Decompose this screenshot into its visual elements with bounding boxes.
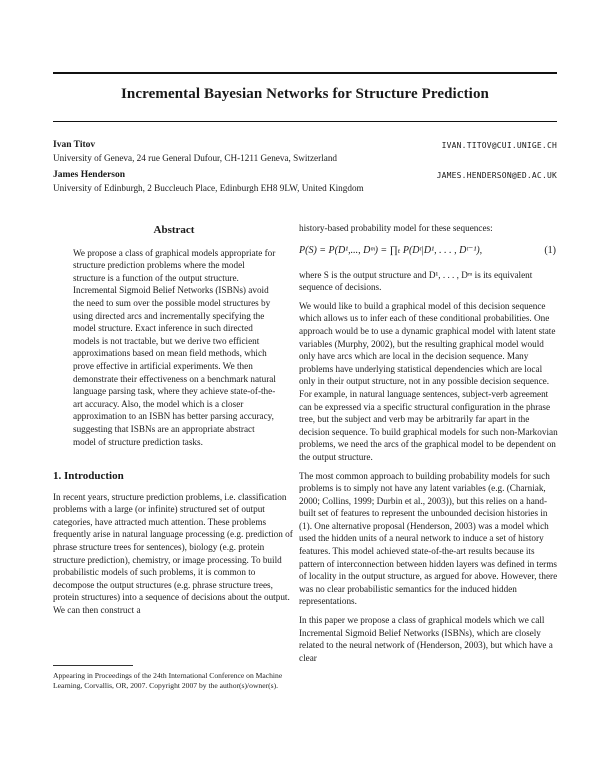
left-column <box>53 218 295 617</box>
abstract-heading: Abstract <box>153 224 195 236</box>
author-1-affiliation: University of Geneva, 24 rue General Dufour, CH-1211 Geneva, Switzerland <box>53 153 338 163</box>
equation-1-formula: P(S) = P(D¹,..., Dᵐ) = ∏ₜ P(Dᵗ|D¹, . . . , Dᵗ⁻¹), <box>299 244 483 256</box>
history-model-lead: history-based probability model for these sequences: <box>299 223 493 233</box>
author-1-name: Ivan Titov <box>53 140 96 150</box>
paper-title: Incremental Bayesian Networks for Structure Prediction <box>121 86 489 102</box>
footnote-rule <box>53 665 133 666</box>
author-2-name: James Henderson <box>53 170 126 180</box>
paragraph-common-approach: The most common approach to building probability models for such problems is to simply not have any latent variables (e.g. (Charniak, 2000; Collins, 1999; Durbin et al., 2003)), but this relies on a hand-built set of features to represent the unbounded decision histories in (1). One alternative proposal (Henderson, 2003) was a model which used the hidden units of a neural network to induce a set of history features. This model achieved state-of-the-art results because its pattern of interconnection between hidden layers was defined in terms of locality in the output structure, as argued for above. However, there was no clear probabilistic semantics for the induced hidden representations. <box>299 470 558 607</box>
introduction-heading: 1. Introduction <box>53 470 124 483</box>
abstract-text: We propose a class of graphical models appropriate for structure prediction problems where the model structure is a function of the output structure. Incremental Sigmoid Belief Networks (ISBNs) avoid the need to sum over the possible model structures by using directed arcs and incrementally specifying the model structure. Exact inference in such directed models is not tractable, but we derive two efficient approximations based on mean field methods, which prove effective in artificial experiments. We then demonstrate their effectiveness on a benchmark natural language parsing task, where they achieve state-of-the-art accuracy. Also, the model which is a closer approximation to an ISBN has better parsing accuracy, suggesting that ISBNs are an appropriate abstract model of structure prediction tasks. <box>73 247 276 447</box>
equation-1-number: (1) <box>544 244 556 256</box>
paragraph-isbn-proposal: In this paper we propose a class of graphical models which we call Incremental Sigmoid Belief Networks (ISBNs), which are closely related to the neural network of (Henderson, 2003), but which have a clear <box>299 615 553 663</box>
equation-explanation: where S is the output structure and D¹, . . . , Dᵐ is its equivalent sequence of decisions. <box>299 269 533 293</box>
equation-1 <box>299 241 558 263</box>
introduction-text: In recent years, structure prediction problems, i.e. classification problems with a large (or infinite) structured set of output categories, have attracted much attention. These problems frequently arise in natural language processing (e.g. prediction of phrase structure trees for sentences), biology (e.g. protein structure prediction), chemistry, or image processing. To build probabilistic models of such problems, it is common to decompose the output structures (e.g. phrase structure trees, protein structures) into a sequence of decisions about the output. We can then construct a <box>53 491 293 616</box>
paragraph-graphical-model: We would like to build a graphical model of this decision sequence which allows us to infer each of these conditional probabilities. One approach would be to use a dynamic graphical model with latent state variables (Murphy, 2002), but the resulting graphical model would only have arcs which are local in the decision sequence. Many problems have underlying statistical dependencies which are local only in their output structure, not in any possible decision sequence. For example, in natural language sentences, subject-verb agreement can be expressed via a specific structural configuration in the phrase tree, but the subject and verb may be arbitrarily far apart in the decision sequence. To build graphical models for such non-Markovian problems, we need the arcs of the graphical model to be dependent on the output structure. <box>299 300 558 462</box>
author-2-affiliation: University of Edinburgh, 2 Buccleuch Place, Edinburgh EH8 9LW, United Kingdom <box>53 183 364 193</box>
author-2-email: JAMES.HENDERSON@ED.AC.UK <box>436 171 557 180</box>
author-1-email: IVAN.TITOV@CUI.UNIGE.CH <box>441 141 557 150</box>
right-column <box>299 222 558 670</box>
title-rule-bottom <box>53 121 557 122</box>
title-rule-top <box>53 72 557 74</box>
footnote: Appearing in Proceedings of the 24th International Conference on Machine Learning, Corvallis, OR, 2007. Copyright 2007 by the author(s)/owner(s). <box>53 671 283 690</box>
